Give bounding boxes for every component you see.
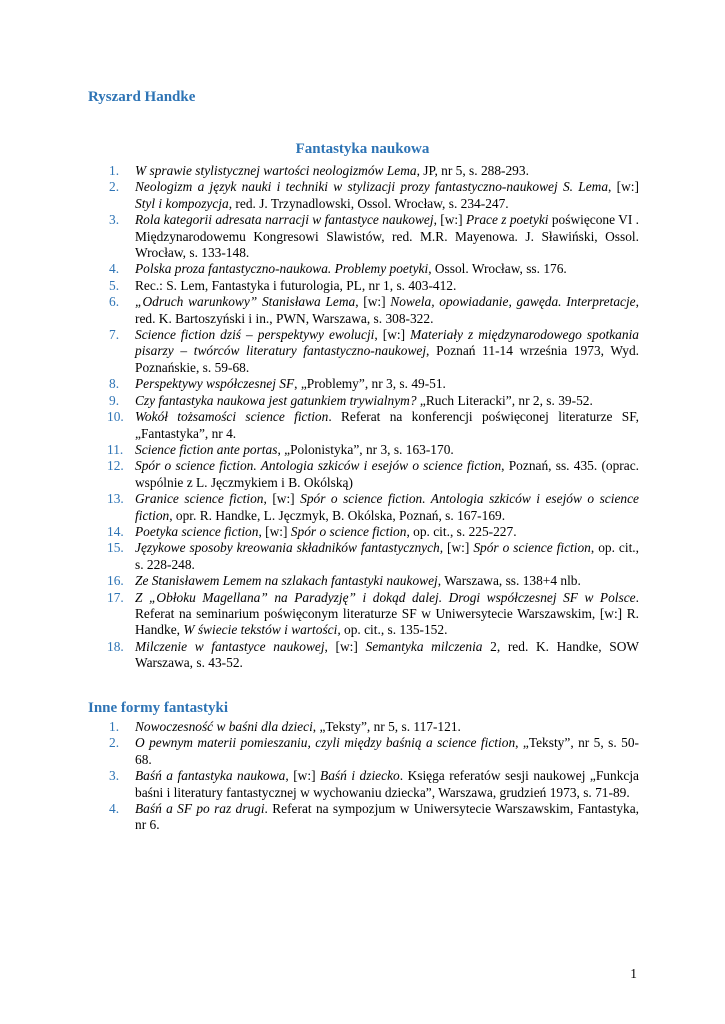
bibliography-entry [0,540,725,573]
entry-title-text: Prace z poetyki [465,212,549,228]
entry-text: . Referat na sympozjum w Uniwersytecie Warszawskim, Fantastyka, nr 6. [135,801,639,833]
bibliography-list-other-fantasy [0,719,725,834]
entry-text: , [w:] [355,294,391,310]
entry-text: , opr. R. Handke, L. Jęczmyk, B. Okólska, Poznań, s. 167-169. [169,507,506,523]
entry-number: 10. [107,409,124,425]
entry-number: 5. [109,277,120,293]
entry-text: , „Problemy”, nr 3, s. 49-51. [294,376,446,392]
author-heading: Ryszard Handke [88,89,196,105]
entry-title-text: Ze Stanisławem Lemem na szlakach fantastyki naukowej [135,573,438,589]
entry-title-text: Baśń a fantastyka naukowa [135,768,286,784]
entry-number: 13. [107,491,124,507]
entry-text: , red. J. Trzynadlowski, Ossol. Wrocław, s. 234-247. [228,195,509,211]
entry-title-text: W sprawie stylistycznej wartości neologizmów Lema [135,163,417,178]
entry-title-text: Perspektywy współczesnej SF [135,376,295,392]
entry-title-text: Czy fantastyka naukowa jest gatunkiem trywialnym? [135,392,417,408]
entry-title-text: W świecie tekstów i wartości, [183,622,341,638]
bibliography-entry [0,590,725,639]
entry-number: 2. [109,735,120,751]
entry-title-text: Baśń i dziecko [320,768,400,784]
entry-text: . Księga referatów sesji naukowej „Funkcja baśni i literatury fantastycznej w wychowaniu dziecka”, Warszawa, grudzień 1973, s. 71-89. [135,768,639,800]
entry-title-text: Neologizm a język nauki i techniki w stylizacji prozy fantastyczno-naukowej S. Lema [135,179,609,195]
bibliography-entry [0,639,725,672]
bibliography-entry [0,768,725,801]
bibliography-entry [0,393,725,409]
entry-text: , [w:] [433,212,466,228]
bibliography-entry [0,735,725,768]
entry-number: 3. [109,212,120,228]
entry-text: , „Teksty”, nr 5, s. 117-121. [312,719,461,734]
bibliography-entry [0,491,725,524]
bibliography-entry [0,212,725,261]
bibliography-entry [0,179,725,212]
entry-title-text: Spór o science fiction [290,523,407,539]
entry-number: 18. [107,638,124,654]
entry-text: , [w:] [324,638,366,654]
bibliography-entry [0,524,725,540]
entry-text: , Warszawa, ss. 138+4 nlb. [437,573,581,589]
entry-title-text: Nowoczesność w baśni dla dzieci [135,719,313,734]
entry-title-text: Science fiction dziś – perspektywy ewolucji [135,327,375,343]
entry-text: poświęcone VI . Międzynarodowemu Kongresowi Slawistów, red. M.R. Mayenowa. J. Sławiński, Ossol. Wrocław, s. 133-148. [135,212,640,261]
entry-text: , op. cit., s. 225-227. [406,523,517,539]
entry-number: 4. [109,261,120,277]
entry-number: 15. [107,540,124,556]
entry-number: 12. [107,458,124,474]
entry-number: 8. [109,376,120,392]
entry-title-text: Spór o science fiction [473,540,591,556]
entry-title-text: Językowe sposoby kreowania składników fantastycznych, [135,540,444,556]
bibliography-entry [0,801,725,834]
entry-text: , [w:] [374,327,411,343]
entry-number: 14. [107,523,124,539]
bibliography-list-science-fiction [0,163,725,672]
entry-number: 1. [109,163,120,178]
section-title-science-fiction: Fantastyka naukowa [295,141,430,157]
entry-number: 17. [107,589,124,605]
bibliography-entry [0,278,725,294]
entry-text: , [w:] [263,491,301,507]
bibliography-entry [0,376,725,392]
entry-number: 7. [109,327,120,343]
bibliography-entry [0,458,725,491]
entry-number: 11. [107,441,124,457]
bibliography-entry [0,409,725,442]
entry-number: 4. [109,801,120,817]
entry-text: op. cit., s. 135-152. [340,622,448,638]
entry-number: 16. [107,573,124,589]
entry-text: , [w:] [258,523,291,539]
entry-title-text: Styl i kompozycja [135,195,229,211]
entry-number: 2. [109,179,120,195]
entry-title-text: Nowela, opowiadanie, gawęda. Interpretacje [390,294,636,310]
entry-text: , Ossol. Wrocław, ss. 176. [428,261,567,277]
bibliography-entry [0,442,725,458]
entry-title-text: Z „Obłoku Magellana” na Paradyzję” i dokąd dalej. Drogi współczesnej SF w Polsce [135,589,636,605]
entry-title-text: Spór o science fiction. Antologia szkiców i esejów o science fiction [135,491,639,523]
entry-text: , „Polonistyka”, nr 3, s. 163-170. [277,441,454,457]
page-number: 1 [630,966,637,981]
bibliography-entry [0,163,725,179]
entry-number: 6. [109,294,120,310]
entry-title-text: Rola kategorii adresata narracji w fantastyce naukowej [135,212,434,228]
entry-text: Rec.: S. Lem, Fantastyka i futurologia, PL, nr 1, s. 403-412. [135,277,457,293]
bibliography-entry [0,719,725,735]
entry-title-text: Polska proza fantastyczno-naukowa. Problemy poetyki [135,261,429,277]
entry-text: , JP, nr 5, s. 288-293. [416,163,529,178]
entry-title-text: „Odruch warunkowy” Stanisława Lema [135,294,356,310]
entry-text: 2, red. K. Handke, SOW Warszawa, s. 43-52. [135,638,640,671]
entry-title-text: Spór o science fiction. Antologia szkiców i esejów o science fiction [135,458,502,474]
entry-text: . Referat na konferencji poświęconej literaturze SF, „Fantastyka”, nr 4. [135,409,639,441]
entry-text: , red. K. Bartoszyński i in., PWN, Warszawa, s. 308-322. [135,294,639,326]
entry-text: , op. cit., s. 228-248. [135,540,639,572]
bibliography-entry [0,327,725,376]
entry-text: , Poznań, ss. 435. (oprac. wspólnie z L. Jęczmykiem i B. Okólską) [135,458,639,490]
entry-text: , „Teksty”, nr 5, s. 50-68. [135,735,639,767]
entry-title-text: Wokół tożsamości science fiction [135,409,329,425]
entry-title-text: Milczenie w fantastyce naukowej [135,638,325,654]
entry-number: 9. [109,392,120,408]
entry-text: , [w:] [285,768,321,784]
bibliography-entry [0,573,725,589]
entry-text: . Referat na seminarium poświęconym literaturze SF w Uniwersytecie Warszawskim, [w:] R. Handke, [135,589,639,638]
section-title-other-fantasy: Inne formy fantastyki [88,700,229,716]
entry-text: , [w:] [608,179,639,195]
entry-title-text: Materiały z międzynarodowego spotkania pisarzy – twórców literatury fantastyczno-naukowej [135,327,639,359]
entry-title-text: Baśń a SF po raz drugi [135,801,265,817]
entry-title-text: Semantyka milczenia [365,638,483,654]
bibliography-entry [0,294,725,327]
entry-text: „Ruch Literacki”, nr 2, s. 39-52. [416,392,593,408]
entry-number: 1. [109,719,120,734]
entry-text: [w:] [443,540,474,556]
entry-text: , Poznań 11-14 września 1973, Wyd. Poznańskie, s. 59-68. [135,343,639,375]
entry-title-text: O pewnym materii pomieszaniu, czyli między baśnią a science fiction [135,735,516,751]
entry-title-text: Poetyka science fiction [135,523,259,539]
entry-title-text: Science fiction ante portas [135,441,278,457]
bibliography-entry [0,261,725,277]
entry-title-text: Granice science fiction [135,491,264,507]
entry-number: 3. [109,768,120,784]
